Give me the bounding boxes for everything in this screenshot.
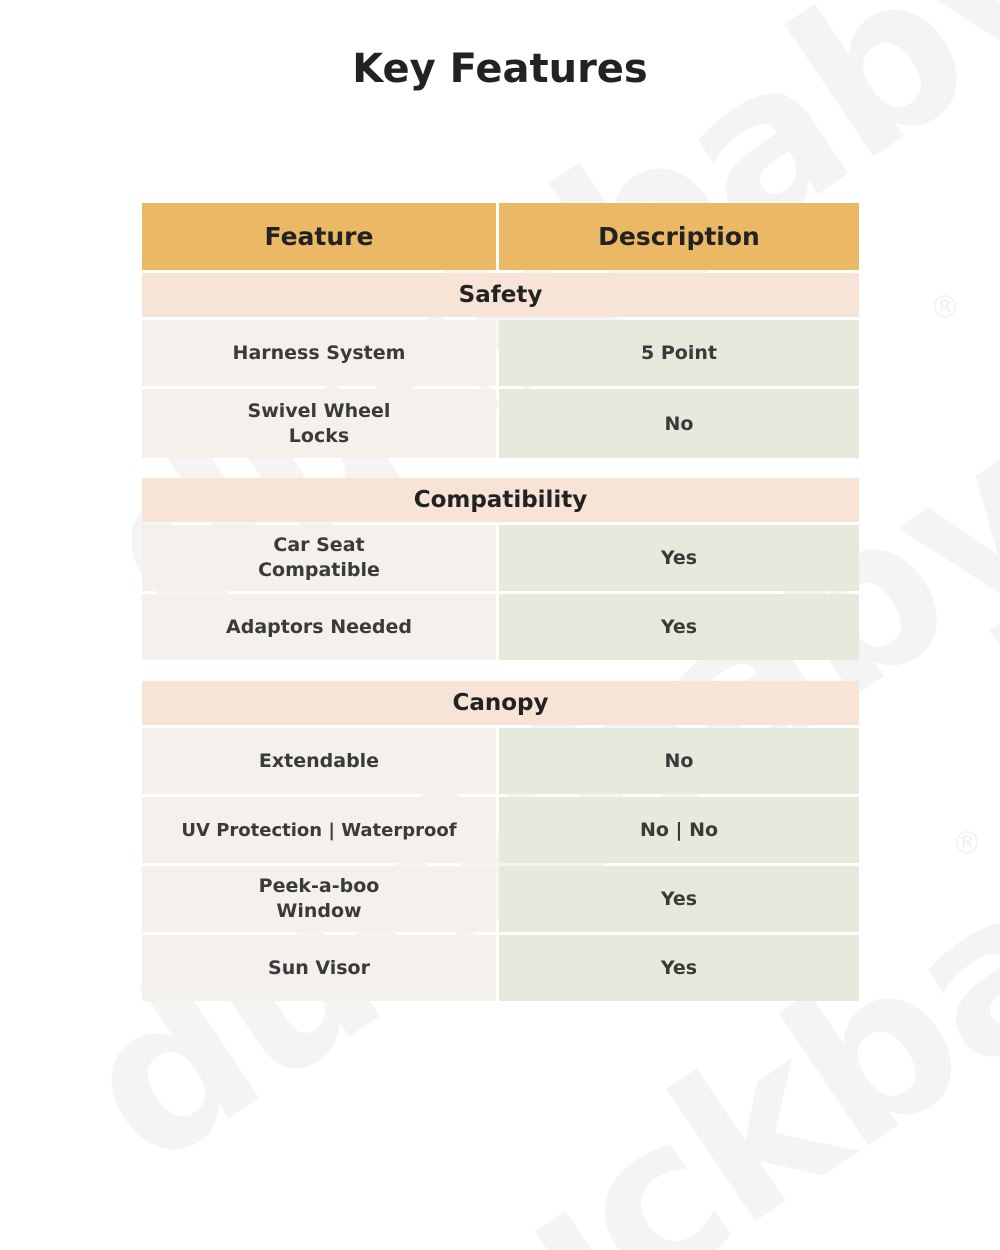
header-description: Description <box>499 203 859 270</box>
table-row <box>142 728 859 794</box>
feature-cell: Peek-a-boo Window <box>142 866 496 932</box>
description-cell: Yes <box>499 866 859 932</box>
table-header-row <box>142 203 859 270</box>
feature-cell: Harness System <box>142 320 496 386</box>
description-cell: No | No <box>499 797 859 863</box>
table-block-safety <box>142 203 859 458</box>
page-title: Key Features <box>352 46 648 92</box>
description-cell: Yes <box>499 594 859 660</box>
table-row <box>142 594 859 660</box>
feature-cell: Extendable <box>142 728 496 794</box>
table-row <box>142 935 859 1001</box>
table-block-compatibility <box>142 478 859 660</box>
feature-cell: Sun Visor <box>142 935 496 1001</box>
registered-mark: ® <box>930 290 960 325</box>
table-row <box>142 389 859 458</box>
description-cell: No <box>499 728 859 794</box>
registered-mark: ® <box>952 826 982 861</box>
table-row <box>142 797 859 863</box>
feature-cell: UV Protection | Waterproof <box>142 797 496 863</box>
section-title: Canopy <box>142 681 859 725</box>
table-row <box>142 866 859 932</box>
table-row <box>142 525 859 591</box>
feature-cell: Swivel Wheel Locks <box>142 389 496 458</box>
description-cell: 5 Point <box>499 320 859 386</box>
section-title: Safety <box>142 273 859 317</box>
description-cell: Yes <box>499 525 859 591</box>
description-cell: No <box>499 389 859 458</box>
feature-cell: Car Seat Compatible <box>142 525 496 591</box>
table-row <box>142 320 859 386</box>
description-cell: Yes <box>499 935 859 1001</box>
header-feature: Feature <box>142 203 496 270</box>
section-title: Compatibility <box>142 478 859 522</box>
feature-cell: Adaptors Needed <box>142 594 496 660</box>
table-block-canopy <box>142 681 859 1001</box>
